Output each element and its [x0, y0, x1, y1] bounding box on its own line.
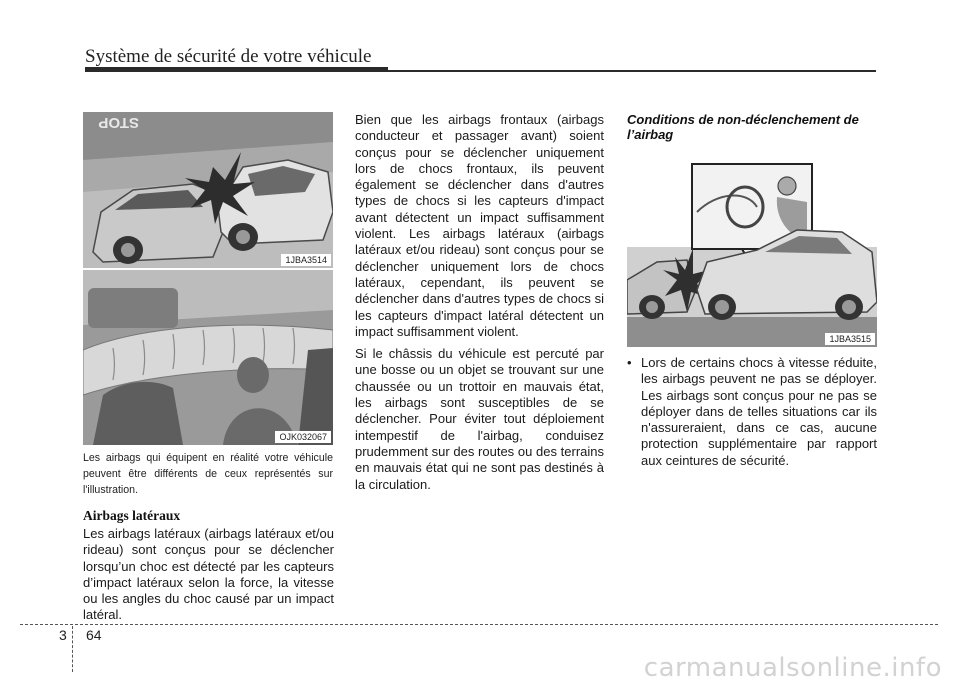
header-rule-thin	[388, 70, 876, 72]
figure-code: OJK032067	[275, 431, 331, 443]
bullet-item	[627, 355, 877, 469]
paragraph: Les airbags latéraux (airbags latéraux et/ou rideau) sont conçus pour se déclencher lorsqu’un choc est détecté par les capteurs d’impact latéraux selon la force, la vitesse ou les angles du choc causé par un impact latéral.	[83, 526, 334, 623]
curtain-airbag-illustration	[83, 270, 333, 445]
section-heading: Conditions de non-déclenchement de l’airbag	[627, 112, 859, 142]
watermark: carmanualsonline.info	[643, 653, 942, 683]
footer-divider	[72, 626, 73, 672]
figure-curtain-airbag	[83, 270, 333, 445]
section-subheading: Airbags latéraux	[83, 508, 181, 523]
figure-code: 1JBA3515	[825, 333, 875, 345]
page-header-title: Système de sécurité de votre véhicule	[85, 46, 372, 67]
figure-side-collision	[83, 112, 333, 268]
bullet-text: Lors de certains chocs à vitesse réduite, les airbags peuvent ne pas se déployer. Les airbags sont conçus pour ne pas se déployer dans de telles situations car ils n'assureraient, dans ce cas, aucune protection supplémentaire par rapport aux ceintures de sécurité.	[641, 355, 877, 468]
bullet-marker: •	[627, 355, 632, 370]
header-rule-thick	[85, 67, 388, 72]
figure-low-speed-impact	[627, 152, 877, 347]
paragraph: Bien que les airbags frontaux (airbags conducteur et passager avant) soient conçus pour se déclencher uniquement lors de chocs frontaux, ils peuvent également se déclencher dans d'autres types de chocs si les capteurs d'impact avant détectent un impact suffisamment violent. Les airbags latéraux (airbags latéraux et/ou rideau) sont conçus pour se déclencher uniquement lors de chocs latéraux, cependant, ils peuvent se déclencher dans d'autres types de chocs si les capteurs d'impact latéral détectent un impact suffisamment violent.	[355, 112, 604, 339]
page-number: 64	[86, 627, 102, 643]
side-collision-illustration	[83, 112, 333, 268]
col2-body	[355, 112, 604, 499]
figure-caption: Les airbags qui équipent en réalité votre véhicule peuvent être différents de ceux représentés sur l'illustration.	[83, 452, 333, 496]
header-rule	[85, 67, 876, 73]
footer-rule	[20, 624, 938, 625]
paragraph: Si le châssis du véhicule est percuté par une bosse ou un objet se trouvant sur une chaussée ou un trottoir en mauvais état, les airbags sont susceptibles de se déclencher. Pour éviter tout déploiement intempestif de l'airbag, conduisez prudemment sur des routes ou des terrains en mauvais état qui ne sont pas destinés à la circulation.	[355, 346, 604, 492]
chapter-number: 3	[59, 627, 67, 643]
figure-code: 1JBA3514	[281, 254, 331, 266]
low-speed-impact-illustration	[627, 152, 877, 347]
col1-body	[83, 526, 334, 630]
stop-road-marking: STOP	[98, 114, 139, 131]
